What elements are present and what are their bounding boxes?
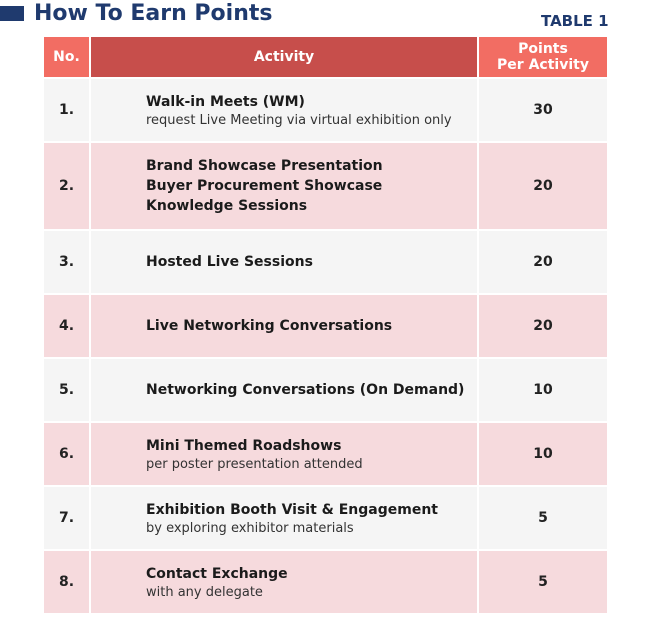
activity-cell [91, 143, 477, 229]
column-header-points-line1: Points [518, 41, 568, 57]
activity-note: with any delegate [146, 584, 263, 600]
activity-name: Networking Conversations (On Demand) [146, 382, 465, 398]
column-header-no: No. [44, 37, 89, 77]
title-accent-bar [0, 6, 24, 21]
column-header-points-line2: Per Activity [497, 57, 589, 73]
activity-name: Contact Exchange [146, 565, 288, 582]
points-value: 30 [479, 79, 607, 141]
activity-cell [91, 231, 477, 293]
points-value: 10 [479, 359, 607, 421]
table-row [44, 551, 607, 613]
points-value: 20 [479, 231, 607, 293]
activity-name: Live Networking Conversations [146, 318, 393, 334]
table-row [44, 143, 607, 229]
activity-name: Mini Themed Roadshows [146, 437, 342, 454]
table-row [44, 487, 607, 549]
activity-name: Walk-in Meets (WM) [146, 93, 305, 110]
activity-note: request Live Meeting via virtual exhibition only [146, 112, 452, 128]
row-number: 2. [44, 143, 89, 229]
row-number: 8. [44, 551, 89, 613]
row-number: 5. [44, 359, 89, 421]
activity-note: by exploring exhibitor materials [146, 520, 354, 536]
table-row [44, 359, 607, 421]
page-title: How To Earn Points [34, 1, 273, 26]
activity-cell [91, 359, 477, 421]
activity-name: Knowledge Sessions [146, 198, 308, 214]
activity-cell [91, 551, 477, 613]
activity-cell [91, 79, 477, 141]
points-value: 10 [479, 423, 607, 485]
table-row [44, 231, 607, 293]
row-number: 1. [44, 79, 89, 141]
activity-cell [91, 423, 477, 485]
activity-note: per poster presentation attended [146, 456, 363, 472]
row-number: 7. [44, 487, 89, 549]
points-value: 5 [479, 551, 607, 613]
table-row [44, 423, 607, 485]
activity-name: Exhibition Booth Visit & Engagement [146, 501, 438, 518]
row-number: 4. [44, 295, 89, 357]
points-value: 20 [479, 295, 607, 357]
activity-cell [91, 295, 477, 357]
activity-name: Buyer Procurement Showcase [146, 178, 383, 194]
column-header-points [479, 37, 607, 77]
activity-name: Hosted Live Sessions [146, 254, 313, 270]
column-header-activity: Activity [91, 37, 477, 77]
points-value: 5 [479, 487, 607, 549]
row-number: 3. [44, 231, 89, 293]
table-label: TABLE 1 [541, 12, 609, 30]
table-row [44, 295, 607, 357]
row-number: 6. [44, 423, 89, 485]
table-row [44, 79, 607, 141]
activity-name: Brand Showcase Presentation [146, 158, 383, 174]
points-value: 20 [479, 143, 607, 229]
activity-cell [91, 487, 477, 549]
